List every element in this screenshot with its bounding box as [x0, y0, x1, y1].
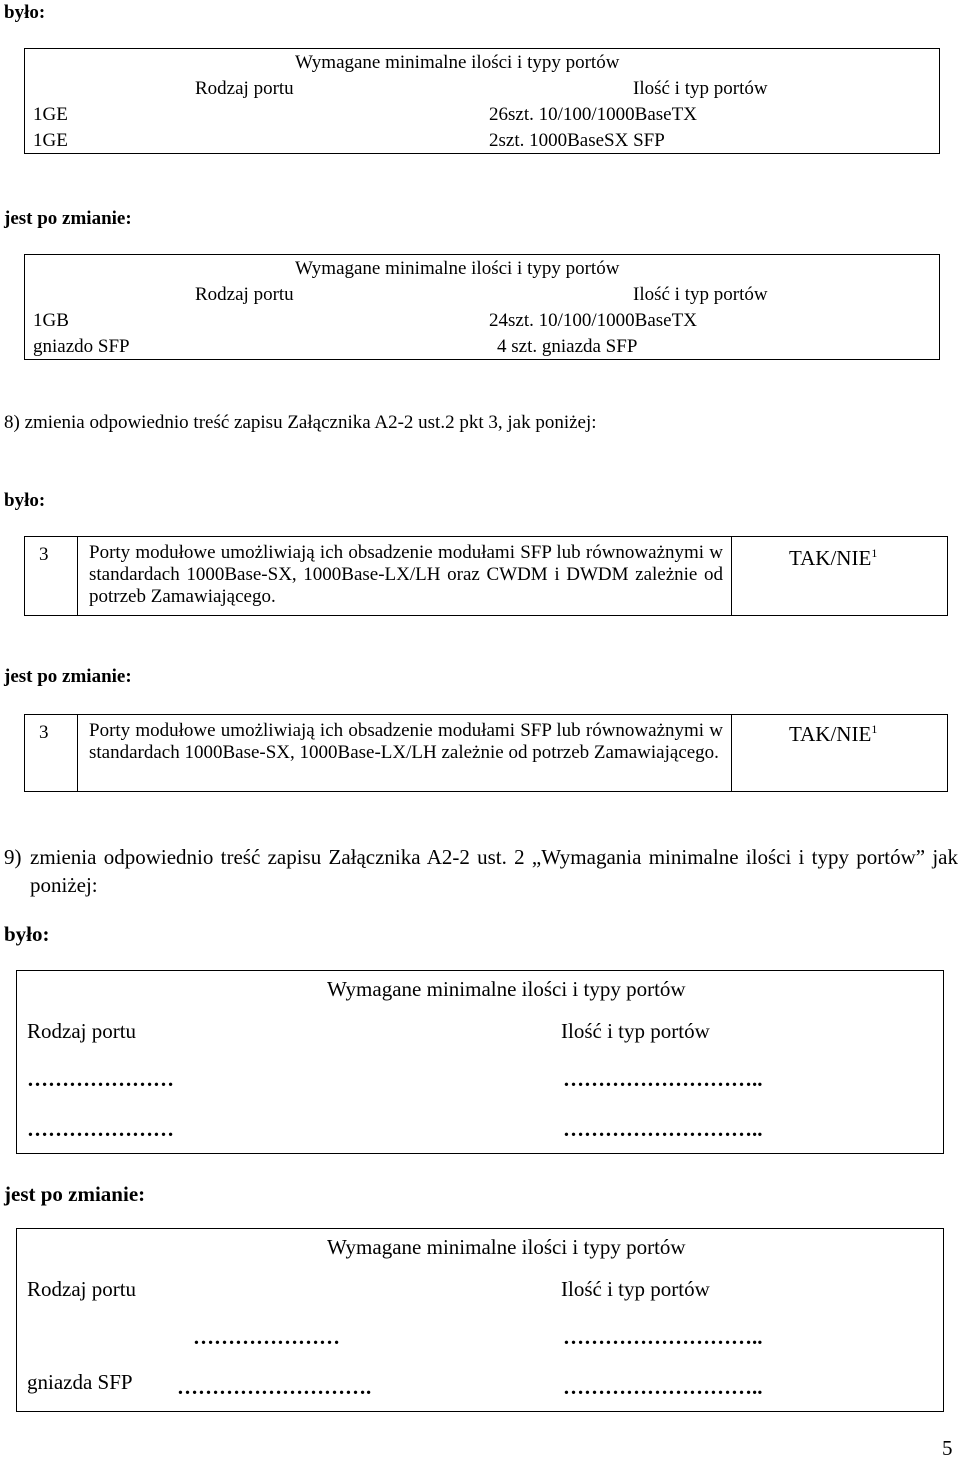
column-divider: [731, 537, 732, 615]
heading-jest: jest po zmianie:: [4, 1182, 146, 1206]
item-9-text: [4, 843, 958, 899]
column-divider: [77, 537, 78, 615]
row-type: 1GE: [33, 104, 68, 125]
table-title: Wymagane minimalne ilości i typy portów: [295, 258, 620, 279]
answer-cell: [789, 723, 877, 745]
col-header-qty: Ilość i typ portów: [561, 1019, 710, 1043]
item-8-text: 8) zmienia odpowiednio treść zapisu Załącznika A2-2 ust.2 pkt 3, jak poniżej:: [4, 412, 597, 433]
heading-bylo: było:: [4, 2, 46, 23]
heading-bylo: było:: [4, 490, 46, 511]
column-divider: [731, 715, 732, 791]
page-number: 5: [942, 1436, 953, 1460]
requirement-text: Porty modułowe umożliwiają ich obsadzenie modułami SFP lub równoważnymi w standardach 1000Base-SX, 1000Base-LX/LH zależnie od potrzeb Zamawiającego.: [89, 720, 723, 763]
col-header-type: Rodzaj portu: [195, 78, 294, 99]
row-qty: 4 szt. gniazda SFP: [497, 336, 638, 357]
row-qty-left-placeholder: ……………………….: [177, 1375, 372, 1399]
requirement-text: Porty modułowe umożliwiają ich obsadzenie modułami SFP lub równoważnymi w standardach 1000Base-SX, 1000Base-LX/LH oraz CWDM i DWDM zależnie od potrzeb Zamawiającego.: [89, 542, 723, 607]
row-type: 1GB: [33, 310, 69, 331]
requirement-table-old: [24, 536, 948, 616]
col-header-type: Rodzaj portu: [27, 1019, 137, 1043]
row-type-placeholder: …………………: [27, 1117, 174, 1141]
row-type: 1GE: [33, 130, 68, 151]
row-type: gniazdo SFP: [33, 336, 130, 357]
col-header-qty: Ilość i typ portów: [633, 284, 768, 305]
row-type: gniazda SFP: [27, 1370, 133, 1394]
ports-table-template-new: [16, 1228, 944, 1412]
table-title: Wymagane minimalne ilości i typy portów: [327, 1235, 686, 1259]
row-qty-placeholder: ………………………..: [563, 1325, 763, 1349]
row-qty: 2szt. 1000BaseSX SFP: [489, 130, 665, 151]
row-qty-left-placeholder: …………………: [193, 1325, 340, 1349]
col-header-qty: Ilość i typ portów: [633, 78, 768, 99]
answer-cell: [789, 547, 877, 569]
col-header-type: Rodzaj portu: [27, 1277, 137, 1301]
answer-label: TAK/NIE: [789, 546, 872, 570]
row-qty: 26szt. 10/100/1000BaseTX: [489, 104, 697, 125]
item-9-body: zmienia odpowiednio treść zapisu Załącznika A2-2 ust. 2 „Wymagania minimalne ilości i typy portów” jak poniżej:: [30, 845, 958, 897]
requirement-number: 3: [39, 544, 49, 565]
heading-bylo: było:: [4, 922, 50, 946]
answer-label: TAK/NIE: [789, 722, 872, 746]
row-qty: 24szt. 10/100/1000BaseTX: [489, 310, 697, 331]
footnote-ref: 1: [871, 722, 878, 736]
footnote-ref: 1: [871, 546, 878, 560]
row-qty-placeholder: ………………………..: [563, 1117, 763, 1141]
requirement-table-new: [24, 714, 948, 792]
row-type-placeholder: …………………: [27, 1067, 174, 1091]
table-title: Wymagane minimalne ilości i typy portów: [295, 52, 620, 73]
row-qty-placeholder: ………………………..: [563, 1067, 763, 1091]
table-title: Wymagane minimalne ilości i typy portów: [327, 977, 686, 1001]
heading-jest: jest po zmianie:: [4, 208, 132, 229]
column-divider: [77, 715, 78, 791]
col-header-type: Rodzaj portu: [195, 284, 294, 305]
ports-table-new: [24, 254, 940, 360]
row-qty-placeholder: ………………………..: [563, 1375, 763, 1399]
item-9-number: 9): [4, 845, 22, 869]
ports-table-old: [24, 48, 940, 154]
heading-jest: jest po zmianie:: [4, 666, 132, 687]
col-header-qty: Ilość i typ portów: [561, 1277, 710, 1301]
ports-table-template-old: [16, 970, 944, 1154]
requirement-number: 3: [39, 722, 49, 743]
